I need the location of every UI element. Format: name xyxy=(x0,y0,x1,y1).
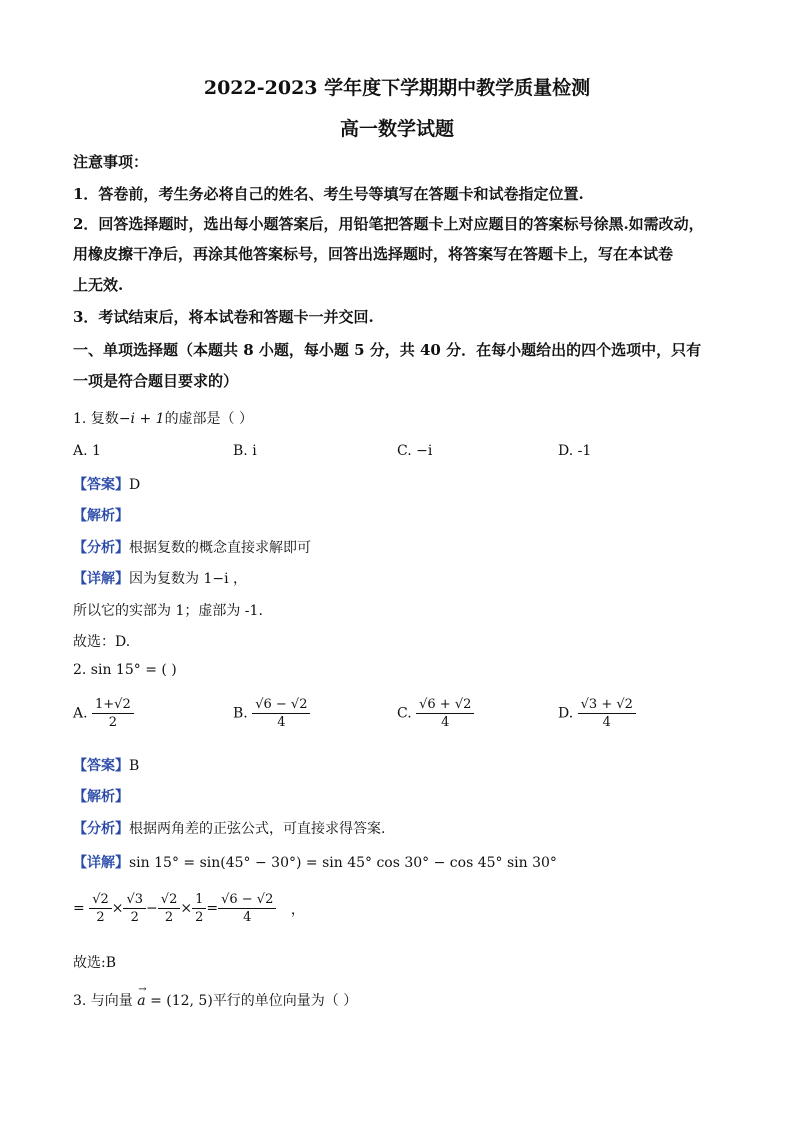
option-label: A. xyxy=(73,705,88,722)
question-1-detail xyxy=(73,568,247,588)
fraction-numerator: √3 + √2 xyxy=(578,697,636,714)
question-3-suffix: 平行的单位向量为（ ） xyxy=(212,993,358,1009)
question-2-conclusion: 故选:B xyxy=(73,955,117,971)
fraction xyxy=(158,892,181,925)
question-1-option-b: B. i xyxy=(233,443,257,459)
notice-item-2-line-1: 2．回答选择题时，选出每小题答案后，用铅笔把答题卡上对应题目的答案标号徐黑.如需改动， xyxy=(73,215,704,233)
fenxi-tag: 【分析】 xyxy=(73,821,129,837)
section-heading-line-2: 一项是符合题目要求的） xyxy=(73,372,239,390)
question-1-answer-value: D xyxy=(129,477,141,493)
fenxi-tag: 【分析】 xyxy=(73,540,129,556)
fraction-denominator: 4 xyxy=(441,715,450,730)
fraction-denominator: 4 xyxy=(277,715,286,730)
question-1-analysis-tag: 【解析】 xyxy=(73,508,129,524)
fraction xyxy=(218,892,276,925)
fraction-numerator: √6 + √2 xyxy=(416,697,474,714)
fraction-denominator: 4 xyxy=(602,715,611,730)
fraction xyxy=(416,697,474,730)
fraction-numerator: √6 − √2 xyxy=(252,697,310,714)
question-1-expression: −i + 1 xyxy=(118,411,165,427)
notice-item-2-line-3: 上无效. xyxy=(73,276,124,294)
notice-item-3: 3．考试结束后，将本试卷和答题卡一并交回. xyxy=(73,308,374,326)
question-2-stem: 2. sin 15° = ( ) xyxy=(73,662,177,678)
fraction-numerator: √3 xyxy=(123,892,146,909)
question-2-option-b xyxy=(233,697,310,730)
question-1-fenxi xyxy=(73,537,311,557)
question-2-answer xyxy=(73,755,139,775)
fraction xyxy=(578,697,636,730)
fraction-denominator: 2 xyxy=(164,910,174,925)
fraction-numerator: 1 xyxy=(192,892,206,909)
vector-symbol: a xyxy=(137,993,146,1009)
question-3-stem xyxy=(73,984,358,1010)
question-1-detail-line-2: 所以它的实部为 1；虚部为 -1. xyxy=(73,603,263,619)
question-1-detail-line-1: 因为复数为 1−i ， xyxy=(129,571,248,587)
fraction xyxy=(89,892,112,925)
fraction-numerator: 1+√2 xyxy=(92,697,134,714)
question-2-option-d xyxy=(558,697,636,730)
question-2-fenxi-text: 根据两角差的正弦公式，可直接求得答案. xyxy=(129,821,386,837)
fraction-denominator: 2 xyxy=(96,910,105,925)
notice-item-1: 1．答卷前，考生务必将自己的姓名、考生号等填写在答题卡和试卷指定位置. xyxy=(73,185,584,203)
option-label: B. xyxy=(233,705,248,722)
exam-subtitle: 高一数学试题 xyxy=(339,118,454,140)
fraction xyxy=(123,892,146,925)
fraction xyxy=(252,697,310,730)
vector-arrow-icon: → xyxy=(138,984,147,995)
question-2-detail xyxy=(73,852,557,872)
fraction xyxy=(92,697,134,730)
fraction-numerator: √2 xyxy=(158,892,181,909)
answer-tag: 【答案】 xyxy=(73,477,129,493)
question-1-option-a: A. 1 xyxy=(73,443,101,459)
fraction-denominator: 2 xyxy=(130,910,139,925)
question-1-stem xyxy=(73,408,253,428)
section-heading-line-1: 一、单项选择题（本题共 8 小题，每小题 5 分，共 40 分．在每小题给出的四个选项中，只有 xyxy=(73,341,702,359)
fraction-denominator: 2 xyxy=(195,910,204,925)
option-label: C. xyxy=(397,705,412,722)
question-1-answer xyxy=(73,474,140,494)
question-2-detail-line-1: sin 15° = sin(45° − 30°) = sin 45° cos 30° − cos 45° sin 30° xyxy=(129,855,557,871)
detail-tag: 【详解】 xyxy=(73,571,129,587)
question-1-suffix: 的虚部是（ ） xyxy=(164,411,254,427)
question-1-option-c: C. −i xyxy=(397,443,433,459)
question-1-prefix: 1. 复数 xyxy=(73,411,119,427)
question-1-option-d: D. -1 xyxy=(558,443,592,459)
question-2-analysis-tag: 【解析】 xyxy=(73,789,129,805)
question-3-prefix: 3. 与向量 xyxy=(73,993,133,1009)
question-1-fenxi-text: 根据复数的概念直接求解即可 xyxy=(129,540,311,556)
question-2-detail-line-2: = $\frac{√2}{2}$ × $\frac{√3}{2}$ − $\frac{√2}{2}$ × $\frac{1}{2}$ = $\frac{√6 - √2}{4}$ ， xyxy=(73,892,305,925)
detail-tag: 【详解】 xyxy=(73,855,129,871)
question-2-option-c xyxy=(397,697,474,730)
answer-tag: 【答案】 xyxy=(73,758,129,774)
question-3-expression: = (12, 5) xyxy=(150,993,213,1009)
fraction xyxy=(192,892,206,925)
fraction-denominator: 4 xyxy=(243,910,252,925)
notice-heading: 注意事项： xyxy=(73,153,149,171)
fraction-denominator: 2 xyxy=(108,715,118,730)
vector-a xyxy=(137,984,147,1009)
fraction-numerator: √6 − √2 xyxy=(218,892,276,909)
question-1-conclusion: 故选：D. xyxy=(73,634,131,650)
fraction-numerator: √2 xyxy=(89,892,112,909)
question-2-answer-value: B xyxy=(129,758,140,774)
notice-item-2-line-2: 用橡皮擦干净后，再涂其他答案标号，回答出选择题时，将答案写在答题卡上，写在本试卷 xyxy=(73,245,674,263)
option-label: D. xyxy=(558,705,574,722)
exam-title: 2022-2023 学年度下学期期中教学质量检测 xyxy=(203,77,591,99)
question-2-option-a xyxy=(73,697,134,730)
question-2-fenxi xyxy=(73,818,385,838)
